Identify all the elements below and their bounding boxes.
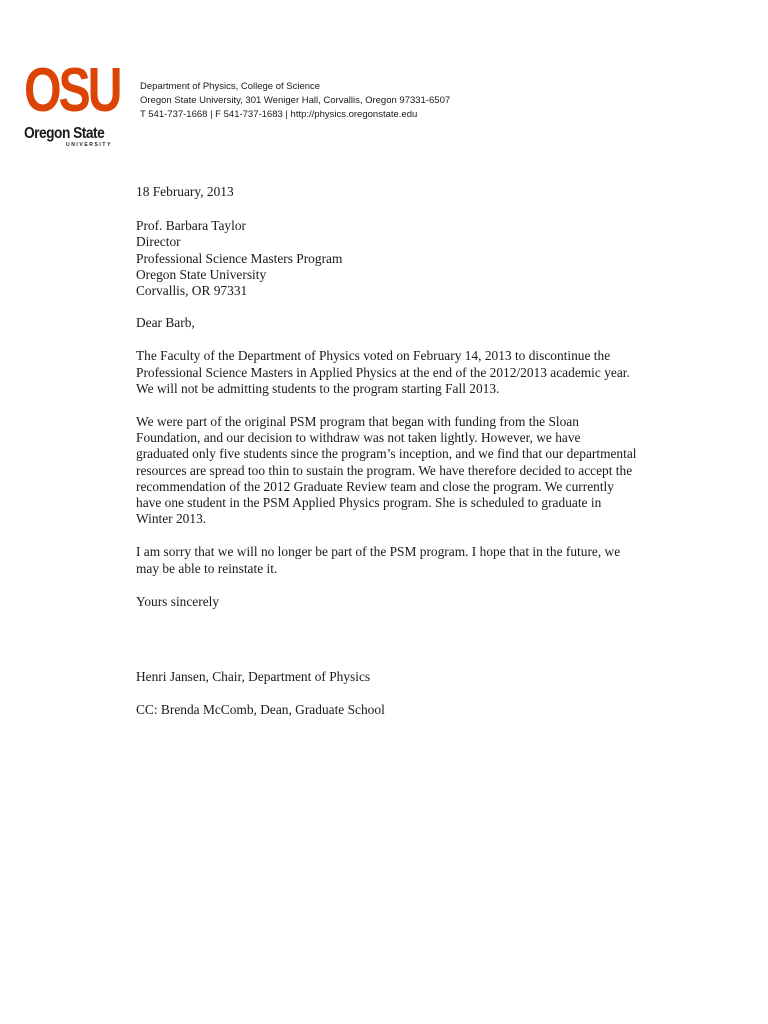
paragraph-regret bbox=[136, 544, 656, 576]
recipient-line: Prof. Barbara Taylor bbox=[136, 218, 246, 234]
logo-university-subtitle: UNIVERSITY bbox=[66, 142, 113, 148]
letterhead-address: Oregon State University, 301 Weniger Hall, Corvallis, Oregon 97331-6507 bbox=[140, 95, 451, 106]
recipient-line: Oregon State University bbox=[136, 266, 267, 282]
paragraph-line: have one student in the PSM Applied Physics program. She is scheduled to graduate in bbox=[136, 495, 602, 511]
logo-osu-mark: OSU bbox=[24, 56, 120, 125]
letterhead-department: Department of Physics, College of Science bbox=[140, 81, 321, 92]
paragraph-line: Professional Science Masters in Applied Physics at the end of the 2012/2013 academic year. bbox=[136, 364, 630, 380]
paragraph-line: We will not be admitting students to the program starting Fall 2013. bbox=[136, 380, 500, 396]
paragraph-line: We were part of the original PSM program that began with funding from the Sloan bbox=[136, 414, 579, 430]
paragraph-line: I am sorry that we will no longer be part of the PSM program. I hope that in the future, we bbox=[136, 544, 621, 560]
letterhead-contact: T 541-737-1668 | F 541-737-1683 | http://physics.oregonstate.edu bbox=[140, 109, 418, 120]
salutation: Dear Barb, bbox=[136, 315, 195, 331]
logo-university-name: Oregon State bbox=[24, 125, 105, 142]
letter-date: 18 February, 2013 bbox=[136, 184, 234, 199]
paragraph-line: recommendation of the 2012 Graduate Review team and close the program. We currently bbox=[136, 478, 614, 494]
osu-logo bbox=[24, 56, 120, 150]
paragraph-line: graduated only five students since the program’s inception, and we find that our departmental bbox=[136, 446, 637, 462]
paragraph-line: Foundation, and our decision to withdraw was not taken lightly. However, we have bbox=[136, 430, 581, 446]
recipient-line: Professional Science Masters Program bbox=[136, 250, 343, 266]
paragraph-line: Winter 2013. bbox=[136, 511, 207, 527]
recipient-line: Director bbox=[136, 234, 181, 250]
paragraph-line: resources are spread too thin to sustain the program. We have therefore decided to accept the bbox=[136, 462, 633, 478]
closing: Yours sincerely bbox=[136, 593, 220, 609]
recipient-line: Corvallis, OR 97331 bbox=[136, 283, 248, 299]
signature: Henri Jansen, Chair, Department of Physics bbox=[136, 669, 371, 685]
letter-body bbox=[136, 184, 656, 718]
cc-line: CC: Brenda McComb, Dean, Graduate School bbox=[136, 702, 385, 718]
paragraph-line: The Faculty of the Department of Physics voted on February 14, 2013 to discontinue the bbox=[136, 348, 611, 364]
recipient-address bbox=[136, 218, 656, 299]
paragraph-discontinue bbox=[136, 348, 656, 397]
letterhead bbox=[140, 80, 450, 122]
paragraph-line: may be able to reinstate it. bbox=[136, 560, 278, 576]
paragraph-history bbox=[136, 414, 656, 527]
